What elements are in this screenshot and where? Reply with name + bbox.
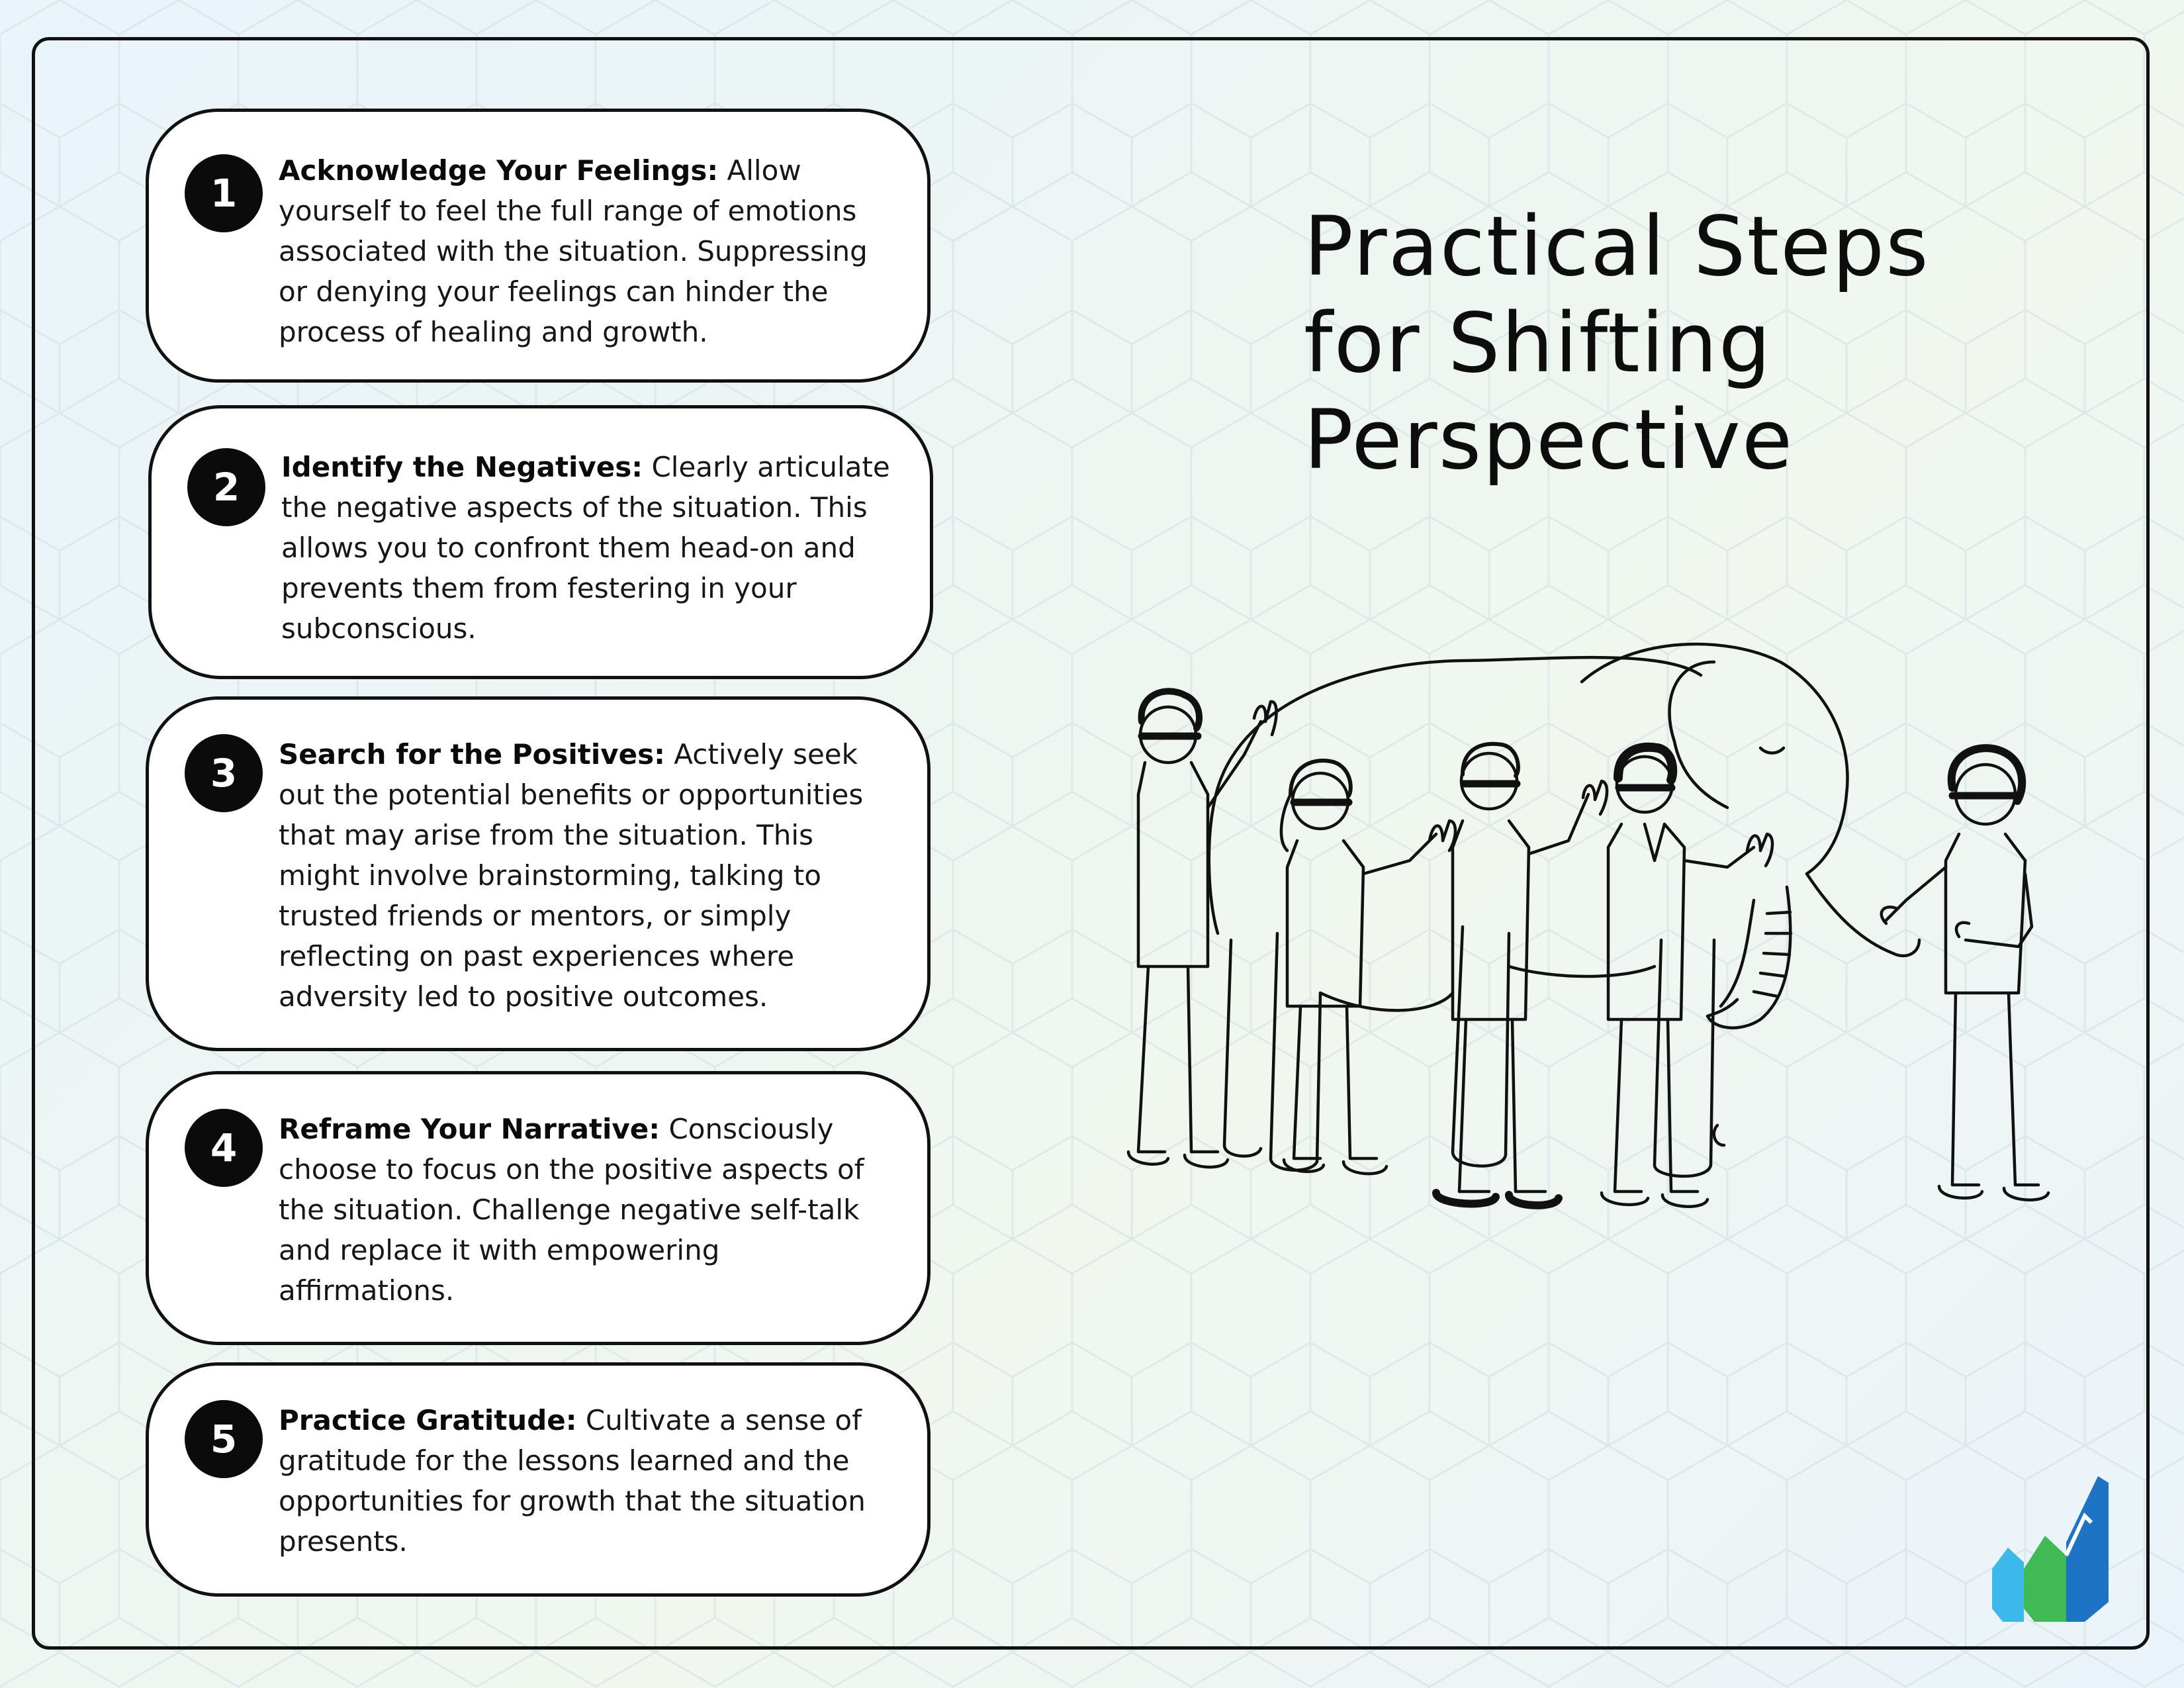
rising-arrows-logo xyxy=(1992,1470,2111,1622)
step-heading: Identify the Negatives xyxy=(281,451,632,483)
step-card-5 xyxy=(146,1362,931,1597)
step-card-3 xyxy=(146,696,931,1051)
step-text: Reframe Your Narrative: Consciously choose to focus on the positive aspects of the situation. Challenge negative self-talk and replace it with empowering affirmations. xyxy=(279,1113,864,1307)
step-card-1 xyxy=(146,109,931,383)
blindfolded-people-elephant-illustration xyxy=(1092,622,2085,1231)
step-text: Acknowledge Your Feelings: Allow yourself to feel the full range of emotions associated with the situation. Suppressing or denying your feelings can hinder the process of healing and growth. xyxy=(279,154,868,348)
step-body: Actively seek out the potential benefits or opportunities that may arise from the situation. This might involve brainstorming, talking to trusted friends or mentors, or simply reflecting on past experiences where adversity led to positive outcomes. xyxy=(279,738,864,1013)
step-heading: Acknowledge Your Feelings xyxy=(279,154,707,187)
step-number-badge: 3 xyxy=(185,734,263,812)
step-body: Cultivate a sense of gratitude for the lessons learned and the opportunities for growth that the situation presents. xyxy=(279,1404,866,1558)
step-heading: Practice Gratitude xyxy=(279,1404,566,1436)
step-card-2 xyxy=(148,405,933,679)
step-text: Search for the Positives: Actively seek out the potential benefits or opportunities that may arise from the situation. This might involve brainstorming, talking to trusted friends or mentors, or simply reflecting on past experiences where adversity led to positive outcomes. xyxy=(279,738,864,1013)
page-title: Practical Steps for Shifting Perspective xyxy=(1304,199,1930,488)
step-number-badge: 2 xyxy=(187,448,265,526)
step-number-badge: 1 xyxy=(185,154,263,232)
step-number-badge: 5 xyxy=(185,1400,263,1478)
step-body: Consciously choose to focus on the positive aspects of the situation. Challenge negative self-talk and replace it with empowering affirmations. xyxy=(279,1113,864,1307)
step-heading: Search for the Positives xyxy=(279,738,655,771)
step-text: Practice Gratitude: Cultivate a sense of gratitude for the lessons learned and the opportunities for growth that the situation presents. xyxy=(279,1404,866,1558)
step-body: Allow yourself to feel the full range of emotions associated with the situation. Suppressing or denying your feelings can hinder the process of healing and growth. xyxy=(279,154,868,348)
step-card-4 xyxy=(146,1071,931,1345)
step-number-badge: 4 xyxy=(185,1109,263,1187)
step-body: Clearly articulate the negative aspects of the situation. This allows you to confront them head-on and prevents them from festering in your subconscious. xyxy=(281,451,890,645)
step-text: Identify the Negatives: Clearly articulate the negative aspects of the situation. This allows you to confront them head-on and prevents them from festering in your subconscious. xyxy=(281,451,890,645)
step-heading: Reframe Your Narrative xyxy=(279,1113,649,1145)
